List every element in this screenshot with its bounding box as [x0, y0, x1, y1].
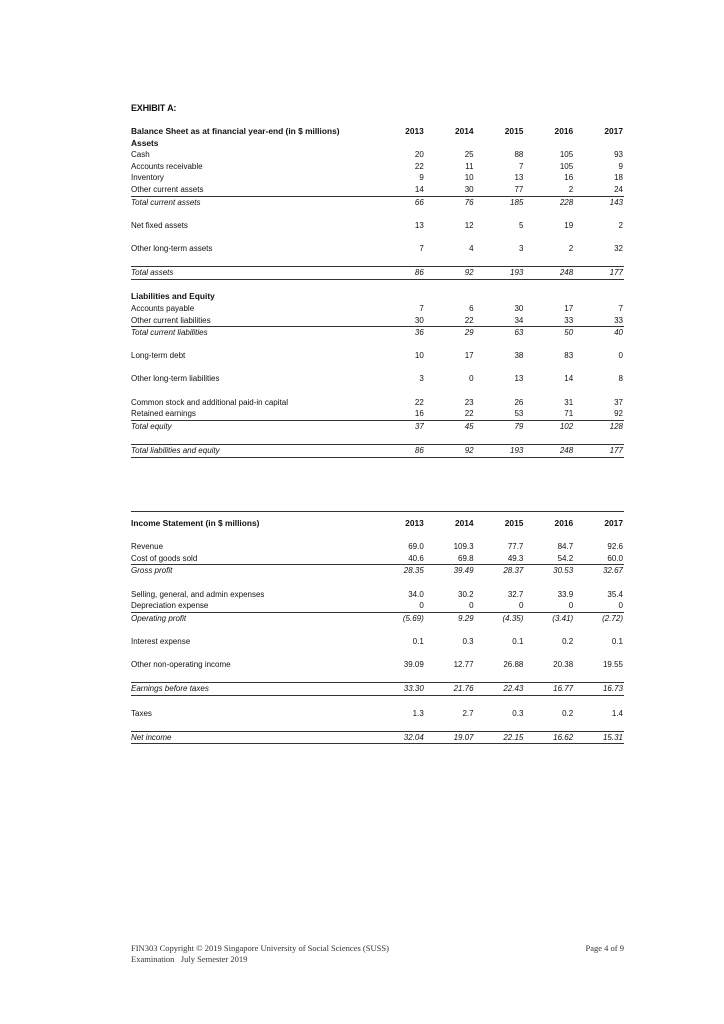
value-cell: 9 — [618, 161, 623, 171]
value-cell: 23 — [464, 397, 474, 407]
year-header: 2017 — [604, 126, 623, 136]
value-cell: 34 — [475, 315, 525, 327]
value-cell: 185 — [510, 197, 524, 207]
value-cell: 30 — [514, 303, 524, 313]
table-row — [131, 373, 624, 385]
value-cell: 32 — [614, 243, 623, 253]
value-cell: 26 — [514, 397, 524, 407]
value-cell: 14 — [564, 374, 574, 384]
table-row — [131, 565, 624, 577]
row-label: Net income — [131, 731, 375, 744]
value-cell: 17 — [464, 351, 474, 361]
value-cell: 7 — [518, 161, 524, 171]
table-row — [131, 541, 624, 553]
row-label: Other current assets — [131, 184, 375, 196]
year-header: 2013 — [405, 126, 424, 136]
row-label: Accounts payable — [131, 303, 195, 313]
value-cell: 19.07 — [425, 731, 475, 744]
footer-line-1: FIN303 Copyright © 2019 Singapore University of Social Sciences (SUSS) — [131, 943, 389, 953]
value-cell: 9.29 — [458, 613, 474, 623]
value-cell: 19 — [564, 220, 574, 230]
row-label: Accounts receivable — [131, 161, 203, 171]
footer-line-2: Examination July Semester 2019 — [131, 954, 248, 964]
value-cell: 40.6 — [375, 553, 425, 565]
value-cell: 54.2 — [524, 553, 574, 565]
row-label: Taxes — [131, 708, 152, 718]
value-cell: 92 — [574, 408, 624, 420]
row-label: Gross profit — [131, 566, 173, 576]
value-cell: 0 — [524, 600, 574, 612]
row-label: Operating profit — [131, 613, 187, 623]
value-cell: 86 — [375, 267, 425, 280]
value-cell: 20.38 — [553, 660, 574, 670]
value-cell: 86 — [375, 445, 425, 458]
value-cell: 92.6 — [607, 542, 623, 552]
value-cell: 0 — [425, 600, 475, 612]
value-cell: 33 — [524, 315, 574, 327]
value-cell: 0.3 — [512, 708, 524, 718]
value-cell: 32.7 — [507, 589, 524, 599]
value-cell: (2.72) — [602, 613, 623, 623]
table-row — [131, 445, 624, 458]
year-header: 2016 — [554, 126, 574, 136]
value-cell: 25 — [464, 150, 474, 160]
row-label: Total equity — [131, 421, 172, 431]
table-row — [131, 220, 624, 232]
value-cell: 88 — [514, 150, 524, 160]
table-row — [131, 267, 624, 280]
value-cell: 177 — [574, 445, 624, 458]
value-cell: 11 — [465, 161, 474, 171]
value-cell: 193 — [475, 445, 525, 458]
value-cell: 14 — [375, 184, 425, 196]
table-row — [131, 172, 624, 184]
row-label: Total current liabilities — [131, 328, 208, 338]
footer-copyright — [131, 943, 389, 965]
value-cell: 40 — [614, 328, 623, 338]
value-cell: 37 — [414, 421, 424, 431]
row-label: Selling, general, and admin expenses — [131, 589, 265, 599]
value-cell: 0 — [618, 351, 623, 361]
value-cell: 193 — [475, 267, 525, 280]
value-cell: 2.7 — [462, 708, 474, 718]
value-cell: 60.0 — [574, 553, 624, 565]
value-cell: 13 — [514, 173, 524, 183]
value-cell: 38 — [514, 351, 524, 361]
table-row — [131, 397, 624, 409]
value-cell: 7 — [419, 303, 424, 313]
table-row — [131, 731, 624, 744]
value-cell: 26.88 — [503, 660, 524, 670]
value-cell: 22 — [414, 397, 424, 407]
value-cell: 177 — [574, 267, 624, 280]
year-header: 2013 — [405, 518, 424, 528]
value-cell: 84.7 — [557, 542, 574, 552]
value-cell: 16 — [375, 408, 425, 420]
section-divider — [131, 511, 624, 512]
liabilities-heading: Liabilities and Equity — [131, 291, 215, 302]
value-cell: 0.2 — [562, 708, 574, 718]
value-cell: 18 — [614, 173, 623, 183]
year-header: 2017 — [604, 518, 623, 528]
value-cell: 22 — [425, 408, 475, 420]
value-cell: 32.04 — [375, 731, 425, 744]
value-cell: 2 — [568, 243, 574, 253]
exhibit-title: EXHIBIT A: — [131, 103, 177, 113]
value-cell: 21.76 — [425, 683, 475, 696]
value-cell: 3 — [518, 243, 524, 253]
value-cell: 3 — [419, 374, 424, 384]
row-label: Revenue — [131, 542, 164, 552]
value-cell: 22.15 — [475, 731, 525, 744]
value-cell: 0.1 — [611, 636, 623, 646]
value-cell: 7 — [618, 303, 623, 313]
value-cell: 76 — [464, 197, 474, 207]
value-cell: 30 — [375, 315, 425, 327]
table-row — [131, 408, 624, 420]
value-cell: 2 — [618, 220, 623, 230]
value-cell: 24 — [574, 184, 624, 196]
value-cell: 33.9 — [557, 589, 574, 599]
income-statement-table — [131, 518, 624, 744]
value-cell: 128 — [609, 421, 623, 431]
value-cell: 248 — [524, 267, 574, 280]
value-cell: 63 — [514, 328, 524, 338]
balance-sheet-header — [131, 126, 624, 138]
value-cell: 92 — [425, 445, 475, 458]
value-cell: 105 — [559, 161, 574, 171]
value-cell: 32.67 — [602, 566, 623, 576]
table-row — [131, 149, 624, 161]
row-label: Interest expense — [131, 636, 191, 646]
value-cell: 69.0 — [408, 542, 424, 552]
year-header: 2015 — [504, 518, 524, 528]
table-row — [131, 589, 624, 601]
row-label: Other non-operating income — [131, 660, 231, 670]
table-row — [131, 303, 624, 315]
value-cell: 71 — [524, 408, 574, 420]
value-cell: 33 — [574, 315, 624, 327]
income-statement-header — [131, 518, 624, 530]
value-cell: (3.41) — [552, 613, 574, 623]
value-cell: 28.37 — [503, 566, 524, 576]
row-label: Net fixed assets — [131, 220, 188, 230]
assets-heading: Assets — [131, 137, 159, 148]
table-row — [131, 636, 624, 648]
value-cell: 77.7 — [507, 542, 524, 552]
value-cell: 22 — [425, 315, 475, 327]
value-cell: 79 — [514, 421, 524, 431]
value-cell: 7 — [419, 243, 424, 253]
value-cell: 49.3 — [475, 553, 525, 565]
row-label: Cost of goods sold — [131, 553, 375, 565]
value-cell: 0.1 — [512, 636, 524, 646]
balance-sheet-title: Balance Sheet as at financial year-end (in $ millions) — [131, 126, 340, 136]
value-cell: 22.43 — [475, 683, 525, 696]
value-cell: 16 — [564, 173, 574, 183]
table-row — [131, 553, 624, 565]
value-cell: 13 — [414, 220, 424, 230]
row-label: Inventory — [131, 173, 164, 183]
value-cell: 45 — [464, 421, 474, 431]
value-cell: 0.2 — [562, 636, 574, 646]
value-cell: 16.73 — [574, 683, 624, 696]
page-number: Page 4 of 9 — [585, 943, 624, 953]
row-label: Earnings before taxes — [131, 683, 375, 696]
value-cell: 33.30 — [375, 683, 425, 696]
row-label: Total liabilities and equity — [131, 445, 375, 458]
table-row — [131, 327, 624, 339]
year-header: 2014 — [454, 518, 474, 528]
value-cell: (4.35) — [502, 613, 524, 623]
value-cell: 0.1 — [412, 636, 424, 646]
value-cell: 12 — [464, 220, 474, 230]
row-label: Total current assets — [131, 197, 201, 207]
value-cell: 50 — [564, 328, 574, 338]
value-cell: 37 — [614, 397, 623, 407]
year-header: 2016 — [554, 518, 574, 528]
value-cell: 69.8 — [425, 553, 475, 565]
value-cell: 39.49 — [453, 566, 474, 576]
value-cell: 1.4 — [611, 708, 623, 718]
value-cell: 0.3 — [462, 636, 474, 646]
income-statement-title: Income Statement (in $ millions) — [131, 518, 260, 528]
value-cell: 10 — [464, 173, 474, 183]
table-row — [131, 659, 624, 671]
year-header: 2014 — [454, 126, 474, 136]
value-cell: 16.77 — [524, 683, 574, 696]
value-cell: 109.3 — [453, 542, 474, 552]
value-cell: 30.53 — [553, 566, 574, 576]
value-cell: 102 — [559, 421, 574, 431]
table-row — [131, 184, 624, 196]
table-row — [131, 350, 624, 362]
value-cell: 0 — [475, 600, 525, 612]
value-cell: 31 — [564, 397, 574, 407]
row-label: Other long-term liabilities — [131, 374, 220, 384]
row-label: Other current liabilities — [131, 315, 375, 327]
value-cell: 228 — [559, 197, 574, 207]
value-cell: 12.77 — [453, 660, 474, 670]
value-cell: 83 — [564, 351, 574, 361]
value-cell: 36 — [414, 328, 424, 338]
value-cell: 19.55 — [602, 660, 623, 670]
table-row — [131, 600, 624, 612]
row-label: Common stock and additional paid-in capital — [131, 397, 288, 407]
value-cell: 92 — [425, 267, 475, 280]
value-cell: 6 — [469, 303, 474, 313]
value-cell: 20 — [414, 150, 424, 160]
value-cell: 13 — [514, 374, 524, 384]
value-cell: 53 — [475, 408, 525, 420]
row-label: Cash — [131, 150, 150, 160]
table-row — [131, 708, 624, 720]
value-cell: 5 — [518, 220, 524, 230]
value-cell: 66 — [414, 197, 424, 207]
row-label: Long-term debt — [131, 351, 186, 361]
value-cell: 0 — [469, 374, 474, 384]
value-cell: 22 — [414, 161, 424, 171]
value-cell: 28.35 — [403, 566, 424, 576]
table-row — [131, 612, 624, 624]
value-cell: 1.3 — [412, 708, 424, 718]
value-cell: 35.4 — [607, 589, 623, 599]
table-row — [131, 161, 624, 173]
value-cell: 34.0 — [408, 589, 424, 599]
value-cell: 10 — [414, 351, 424, 361]
value-cell: 15.31 — [574, 731, 624, 744]
value-cell: 0 — [574, 600, 624, 612]
value-cell: 17 — [564, 303, 574, 313]
value-cell: (5.69) — [402, 613, 424, 623]
table-row — [131, 315, 624, 327]
value-cell: 39.09 — [403, 660, 424, 670]
row-label: Depreciation expense — [131, 600, 375, 612]
value-cell: 77 — [475, 184, 525, 196]
value-cell: 8 — [618, 374, 623, 384]
row-label: Other long-term assets — [131, 243, 213, 253]
table-row — [131, 243, 624, 255]
value-cell: 105 — [559, 150, 574, 160]
year-header: 2015 — [504, 126, 524, 136]
value-cell: 9 — [419, 173, 424, 183]
table-row — [131, 420, 624, 432]
value-cell: 16.62 — [524, 731, 574, 744]
row-label: Total assets — [131, 267, 375, 280]
value-cell: 29 — [464, 328, 474, 338]
value-cell: 143 — [609, 197, 623, 207]
row-label: Retained earnings — [131, 408, 375, 420]
value-cell: 30 — [425, 184, 475, 196]
value-cell: 93 — [614, 150, 623, 160]
balance-sheet-table — [131, 126, 624, 458]
value-cell: 4 — [469, 243, 474, 253]
table-row — [131, 196, 624, 208]
value-cell: 248 — [524, 445, 574, 458]
table-row — [131, 683, 624, 696]
value-cell: 2 — [524, 184, 574, 196]
value-cell: 30.2 — [458, 589, 474, 599]
value-cell: 0 — [375, 600, 425, 612]
